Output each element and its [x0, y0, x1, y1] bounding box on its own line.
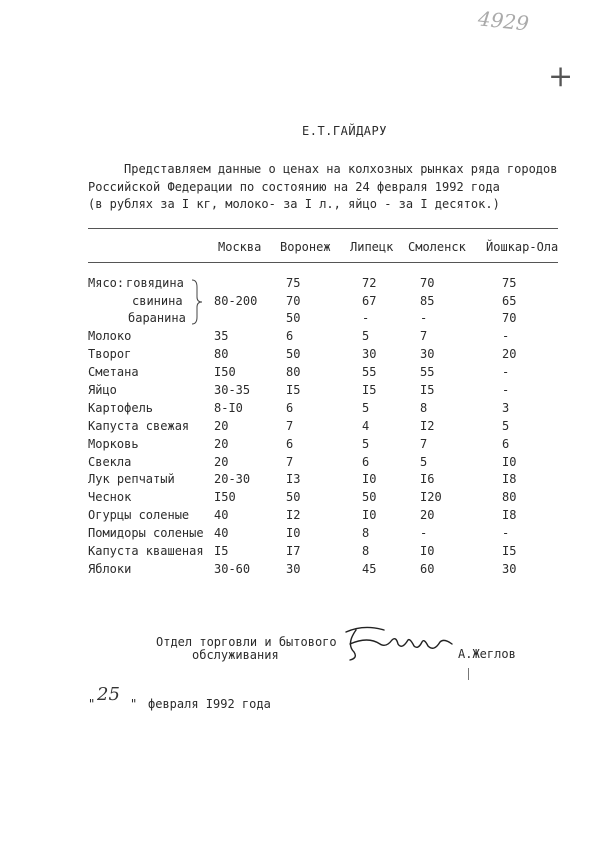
signer-name: А.Жеглов — [458, 647, 516, 661]
addressee: Е.Т.ГАЙДАРУ — [302, 124, 387, 138]
table-cell: I50 — [214, 490, 236, 504]
column-header: Липецк — [350, 240, 394, 254]
column-header: Москва — [218, 240, 262, 254]
table-cell: 70 — [502, 311, 517, 325]
table-cell: 50 — [286, 347, 301, 361]
intro-line-1: Представляем данные о ценах на колхозных рынках ряда городов — [124, 162, 558, 176]
intro-line-3: (в рублях за I кг, молоко- за I л., яйцо - за I десяток.) — [88, 197, 500, 211]
row-label: Чеснок — [88, 490, 132, 504]
table-cell: I5 — [286, 383, 301, 397]
table-cell: I2 — [420, 419, 435, 433]
table-cell: 70 — [420, 276, 435, 290]
table-cell: 40 — [214, 508, 229, 522]
row-label: баранина — [128, 311, 186, 325]
table-cell: I5 — [214, 544, 229, 558]
table-header-rule — [88, 262, 558, 263]
table-cell: 50 — [362, 490, 377, 504]
table-top-rule — [88, 228, 558, 229]
table-cell: 80 — [214, 347, 229, 361]
column-header: Йошкар-Ола — [486, 240, 559, 254]
table-cell: I20 — [420, 490, 442, 504]
column-header: Смоленск — [408, 240, 466, 254]
table-cell: I6 — [420, 472, 435, 486]
row-label: Капуста квашеная — [88, 544, 204, 558]
table-cell: I50 — [214, 365, 236, 379]
table-cell: 7 — [420, 437, 428, 451]
table-cell: I5 — [502, 544, 517, 558]
row-label: Молоко — [88, 329, 132, 343]
table-cell: - — [420, 526, 428, 540]
table-cell: 55 — [362, 365, 377, 379]
date-day-handwritten: 25 — [97, 684, 120, 705]
table-cell: I7 — [286, 544, 301, 558]
table-cell: 8 — [362, 544, 370, 558]
table-cell: 75 — [502, 276, 517, 290]
table-cell: 80 — [502, 490, 517, 504]
table-cell: 7 — [286, 419, 294, 433]
signature-image — [340, 622, 458, 662]
table-cell: 30 — [502, 562, 517, 576]
row-label: Капуста свежая — [88, 419, 190, 433]
table-cell: 20 — [420, 508, 435, 522]
table-cell: 20 — [214, 419, 229, 433]
department-line-1: Отдел торговли и бытового — [156, 635, 337, 649]
row-label: Картофель — [88, 401, 154, 415]
meat-group-brace — [190, 279, 204, 325]
table-cell: 30 — [362, 347, 377, 361]
handwritten-mark: + — [548, 59, 574, 94]
table-cell: 5 — [362, 401, 370, 415]
row-label: Морковь — [88, 437, 139, 451]
table-cell: 6 — [502, 437, 510, 451]
table-cell: 7 — [420, 329, 428, 343]
table-cell: 35 — [214, 329, 229, 343]
table-cell: 8 — [420, 401, 428, 415]
row-label: Помидоры соленые — [88, 526, 204, 540]
table-cell: 67 — [362, 294, 377, 308]
table-cell: 80 — [286, 365, 301, 379]
table-cell: 30-35 — [214, 383, 251, 397]
row-label: Лук репчатый — [88, 472, 175, 486]
table-cell: 30-60 — [214, 562, 251, 576]
intro-line-2: Российской Федерации по состоянию на 24 февраля 1992 года — [88, 180, 500, 194]
table-cell: 7 — [286, 455, 294, 469]
table-cell: 6 — [286, 401, 294, 415]
row-label: свинина — [132, 294, 183, 308]
table-cell: 5 — [362, 329, 370, 343]
table-cell: - — [502, 329, 510, 343]
row-label: Огурцы соленые — [88, 508, 190, 522]
row-label: Творог — [88, 347, 132, 361]
table-cell: 6 — [286, 437, 294, 451]
row-label: Яйцо — [88, 383, 117, 397]
table-cell: 20-30 — [214, 472, 251, 486]
table-cell: I5 — [420, 383, 435, 397]
table-cell: I0 — [286, 526, 301, 540]
table-cell: 75 — [286, 276, 301, 290]
table-cell: 5 — [502, 419, 510, 433]
table-cell: 45 — [362, 562, 377, 576]
table-cell: - — [362, 311, 370, 325]
column-header: Воронеж — [280, 240, 331, 254]
table-cell: 65 — [502, 294, 517, 308]
meat-group-label: Мясо: — [88, 276, 125, 290]
table-cell: 5 — [420, 455, 428, 469]
table-cell: 3 — [502, 401, 510, 415]
table-cell: 30 — [420, 347, 435, 361]
table-cell: 50 — [286, 490, 301, 504]
table-cell: I0 — [362, 472, 377, 486]
date-open-quote: " — [88, 697, 96, 711]
table-cell: 60 — [420, 562, 435, 576]
table-cell: 20 — [214, 455, 229, 469]
date-text: февраля I992 года — [148, 697, 271, 711]
table-cell: I0 — [362, 508, 377, 522]
table-cell: I0 — [420, 544, 435, 558]
table-cell: - — [502, 526, 510, 540]
row-label: говядина — [126, 276, 184, 290]
table-cell: 80-200 — [214, 294, 258, 308]
table-cell: 55 — [420, 365, 435, 379]
table-cell: 8 — [362, 526, 370, 540]
table-cell: I3 — [286, 472, 301, 486]
date-close-quote: " — [130, 697, 138, 711]
row-label: Свекла — [88, 455, 132, 469]
signer-tick — [468, 668, 469, 680]
table-cell: 85 — [420, 294, 435, 308]
table-cell: 5 — [362, 437, 370, 451]
row-label: Сметана — [88, 365, 139, 379]
table-cell: - — [420, 311, 428, 325]
table-cell: 8-I0 — [214, 401, 243, 415]
table-cell: I5 — [362, 383, 377, 397]
handwritten-corner-number: 4929 — [476, 6, 531, 36]
table-cell: I0 — [502, 455, 517, 469]
table-cell: 4 — [362, 419, 370, 433]
table-cell: 50 — [286, 311, 301, 325]
table-cell: I8 — [502, 508, 517, 522]
table-cell: I8 — [502, 472, 517, 486]
table-cell: 6 — [286, 329, 294, 343]
row-label: Яблоки — [88, 562, 132, 576]
table-cell: 20 — [214, 437, 229, 451]
table-cell: 70 — [286, 294, 301, 308]
table-cell: 72 — [362, 276, 377, 290]
table-cell: 6 — [362, 455, 370, 469]
table-cell: - — [502, 383, 510, 397]
table-cell: I2 — [286, 508, 301, 522]
table-cell: 40 — [214, 526, 229, 540]
table-cell: 20 — [502, 347, 517, 361]
table-cell: 30 — [286, 562, 301, 576]
department-line-2: обслуживания — [192, 648, 279, 662]
table-cell: - — [502, 365, 510, 379]
